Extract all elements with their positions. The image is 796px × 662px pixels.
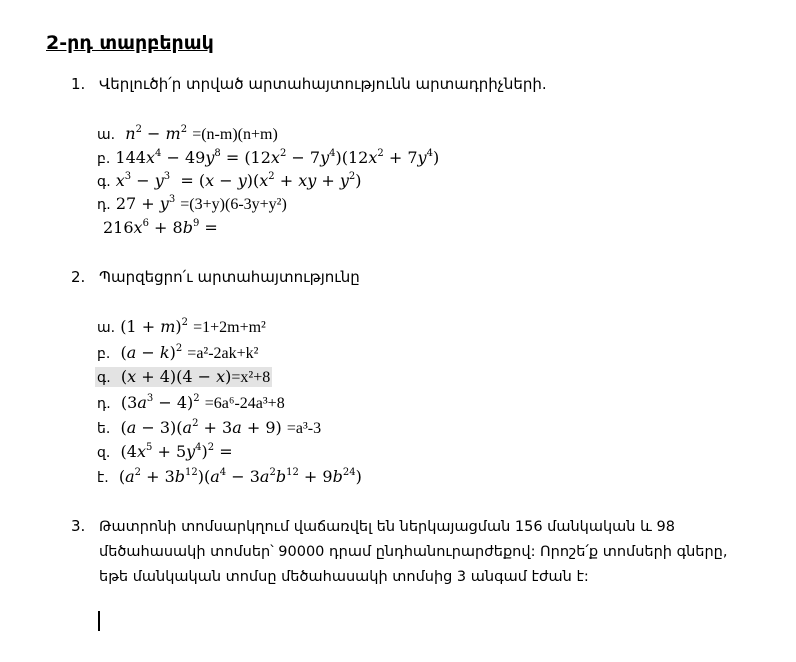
question-3-text: Թատրոնի տոմսարկղում վաճառվել են ներկայացման 156 մանկական և 98 մեծահասակի տոմսեր՝ 90000 դրամ ընդհանուրարժեքով: Որոշե՛ք տոմսերի գները, եթե մանկական տոմսը մեծահասակի տոմսից 3 անգամ էժան է:	[99, 519, 728, 585]
q2-item-b-expr: $(a - k)^2$	[115, 343, 183, 362]
q2-item-g	[97, 467, 362, 486]
q1-item-d-label: դ.	[97, 197, 111, 213]
q2-item-g-label: է.	[97, 470, 109, 486]
q2-item-c[interactable]	[95, 367, 272, 387]
q1-item-e	[103, 218, 218, 237]
q1-item-d	[97, 194, 287, 214]
q2-item-b-answer: =a²-2ak+k²	[187, 345, 259, 362]
question-1-text: Վերլուծի՛ր տրված արտահայտությունն արտադրիչների.	[99, 75, 547, 93]
q1-item-a	[97, 124, 278, 144]
q2-item-d-expr: $(3a^3 - 4)^2$	[115, 393, 200, 412]
q2-item-d	[97, 393, 285, 413]
q2-item-e-answer: =a³-3	[286, 420, 322, 437]
q1-item-a-answer: =(n-m)(n+m)	[192, 126, 278, 143]
q1-item-e-expr: $216x^6 + 8b^9$ =	[103, 218, 218, 237]
q1-item-b-label: բ.	[97, 151, 111, 167]
q2-item-g-expr: $(a^2 + 3b^{12})(a^4 - 3a^2b^{12} + 9b^{24})$	[113, 467, 362, 486]
q1-item-d-expr: $27 + y^3$	[115, 194, 176, 213]
q2-item-e	[97, 418, 321, 438]
q1-item-d-answer: =(3+y)(6-3y+y²)	[180, 196, 287, 213]
q2-item-f-label: զ.	[97, 445, 111, 461]
question-1-number: 1.	[71, 75, 86, 93]
q2-item-e-expr: $(a - 3)(a^2 + 3a + 9)$	[115, 418, 287, 437]
q2-item-f-expr: $(4x^5 + 5y^4)^2$ =	[115, 442, 233, 461]
q2-item-d-answer: =6a⁶-24a³+8	[204, 395, 285, 412]
question-2-number: 2.	[71, 268, 86, 286]
q2-item-f	[97, 442, 233, 461]
q1-item-c-expr: $x^3 - y^3 = (x - y)(x^2$ + xy + $y^2$)	[115, 171, 362, 190]
page-title: 2-րդ տարբերակ	[46, 32, 214, 54]
q1-item-b-expr: $144x^4 - 49y^8 = (12x^2 - 7y^4)(12x^2 + 7y^4)$	[115, 148, 440, 167]
q2-item-a-answer: =1+2m+m²	[193, 319, 266, 336]
q2-item-a-expr: $(1 + m)^2$	[120, 317, 188, 336]
text-cursor	[98, 611, 100, 631]
q2-item-c-expr: (x + 4)(4 − x)	[115, 367, 232, 386]
q2-item-c-label: գ.	[97, 370, 111, 386]
q2-item-d-label: դ.	[97, 396, 111, 412]
q1-item-a-label: ա.	[97, 127, 116, 143]
q2-item-b	[97, 343, 258, 363]
q1-item-b	[97, 148, 439, 167]
q2-item-b-label: բ.	[97, 346, 111, 362]
q1-item-c	[97, 171, 362, 190]
q2-item-e-label: ե.	[97, 421, 111, 437]
question-3-number: 3.	[71, 517, 86, 535]
q2-item-a-label: ա.	[97, 320, 116, 336]
question-2-text: Պարզեցրո՛ւ արտահայտությունը	[99, 268, 360, 286]
q2-item-c-answer: =x²+8	[231, 369, 271, 386]
q1-item-a-expr: $n^2 - m^2$	[125, 124, 188, 143]
q2-item-a	[97, 317, 266, 337]
q1-item-c-label: գ.	[97, 174, 111, 190]
